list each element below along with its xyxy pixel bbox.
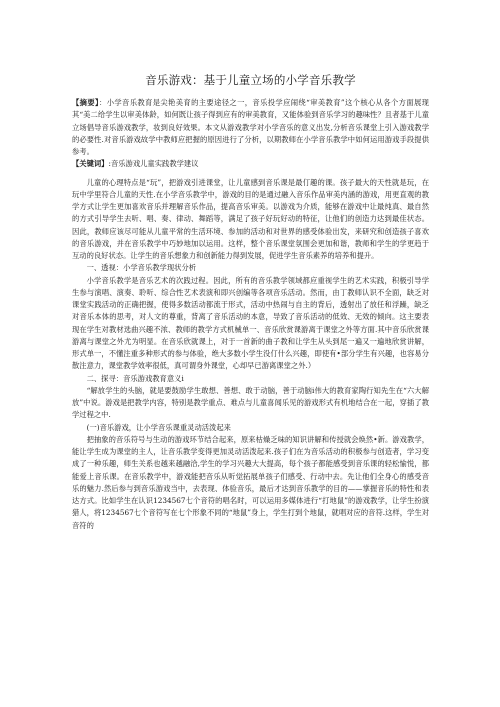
- body-paragraph: “解放学生的头脑，就是要鼓励学生敢想、善想、敢于动脑，善于动脑i伟大的教育家陶行知先生在“六大解放”中说。游戏是把教学内容，特别是教学重点、难点与儿童喜闻乐见的游戏形式有机地结合在一起，穿插了教学过程之中.: [72, 385, 429, 420]
- abstract-text: ：小学音乐教育是尖艳美育的主要途径之一，音乐投学应闹绕“审美教育”这个核心从各个方面展现其“美二给学生以审美体龄，如何既让孩子得到应有的审美教育，又能体验到音乐学习的趣味性？且者基于儿童立场倡导音乐游戏教学，妆到良好效果。本文从游戏教学对小学音乐的意义出发,分析音乐课堂上引入游戏教学的必要性.对音乐游戏故学中教师应把握的原因进行了分析，以期教师在小学音乐教学中如何运用游戏手段提供参考。: [72, 98, 429, 156]
- keywords: [72, 158, 429, 170]
- subsection-heading: (一)音乐游戏，让小学音乐课重灵动活泼起来: [86, 422, 231, 432]
- abstract-label: 【摘要】: [72, 98, 100, 107]
- body-paragraph: 儿童的心理特点是“玩”，把游戏引进课堂，让儿童感到音乐课是最仃趣的课。孩子最大的天性就是玩，在玩中学里符合儿童的天性.在小学音乐教学中，游戏的目的是通过融入音乐作品审美内涵的游戏，用更直观的教学方式让学生更加喜欢音乐并理解音乐作品，提高音乐审美。以游戏为介质，能够在游戏中让最纯真、最自然的方式引导学生去听、唱、奏、律动、舞蹈等，满足了孩子好玩好动的特征，让他们的创造力达到最佳状态。因此，教师应该尽可能从儿童平常的生活环境、参加的活动和对世界的感受体验出发，来研究和创造孩子喜欢的音乐游戏，并在音乐教学中巧妙地加以运用。这样，整个音乐课堂氛围会更加和谐，教师和学生的学更趋于互动的良好状态。让学生的音乐想象力和创新能力得到发展，促进学生音乐素养的培养和提升。: [72, 177, 429, 260]
- paper-title: 音乐游戏：基于儿童立场的小学音乐教学: [145, 73, 356, 87]
- body-paragraph: 小学音乐教学是音乐艺术的次践过程。因此，所有的音乐教学领域都应重视学生的艺术实践，积极引导学生参与演唱、演奏、聆听、综合性艺术表演和即兴创编等各项音乐活动。然而，由丁教师认识不全面，缺乏对课堂实践活动的正确把握，使得多数活动都流于形式，活动中热闹与自主的背后，透射出了放任和浮躁，缺乏对音乐本体的思考，对人文的尊重，背离了音乐活动的本意，导致了音乐活动的低效、无效的倾向。这主要表现在学生对教材选曲兴趣不浓、教师的教学方式机械单一、音乐欣赏课游离于课堂之外等方面.其中音乐欣赏课游离与课堂之外尤为明显。在音乐欣就课上，对于一首新的曲子教和让学生从头到尾一遍又一遍地欣赏讲解，形式单一，不懂注重多种形式的参与体验，绝大多数小学生没仃什么兴趣，即使有•部分学生有兴趣，也容易分散注意力，课堂教学效率很低，真可谓身外课堂，心却早已游离课堂之外.）: [72, 275, 429, 371]
- body-text: [72, 177, 429, 532]
- keywords-text: :音乐游戏儿童实践教学建议: [108, 159, 199, 169]
- keywords-label: 【关键词】: [72, 159, 109, 169]
- section-heading: 二、探寻：音乐游戏教育意义i: [86, 373, 184, 383]
- abstract: [72, 97, 429, 158]
- body-paragraph: 把抽象的音乐符号与生动的游戏环节结合起来，原来枯燥乏味的知识讲解和传授就会焕然•新。游戏教学，能让学生成为课堂的主人，让音乐教学变得更加灵动活泼起来.孩子们在为音乐活动的积极参与创造者，学习变成了一种乐趣，师生关系也越来越融洽,学生的学习兴趣大大提高，每个孩子都能感受到音乐课的轻松愉悦，都能爱上音乐课。在音乐教学中，游戏能把音乐从听觉拓展单孩子们感受、行动中去。先让他们全身心的感受音乐的魅力.然后参与到音乐游戏当中，去表现、体验音乐，最后才达到音乐教学的目的——掌握音乐的特性和表达方式。比如学生在认识1234567七个音符的唱名时，可以运用多媒体进行“打地鼠”的游戏教学，让学生扮演猎人，将1234567七个音符写在七个形象不同的“地鼠”身上，学生打到个地鼠，就唱对应的音符.这样，学生对音符的: [72, 434, 429, 530]
- section-heading: 一、透视：小学音乐教学现状分析: [86, 263, 197, 273]
